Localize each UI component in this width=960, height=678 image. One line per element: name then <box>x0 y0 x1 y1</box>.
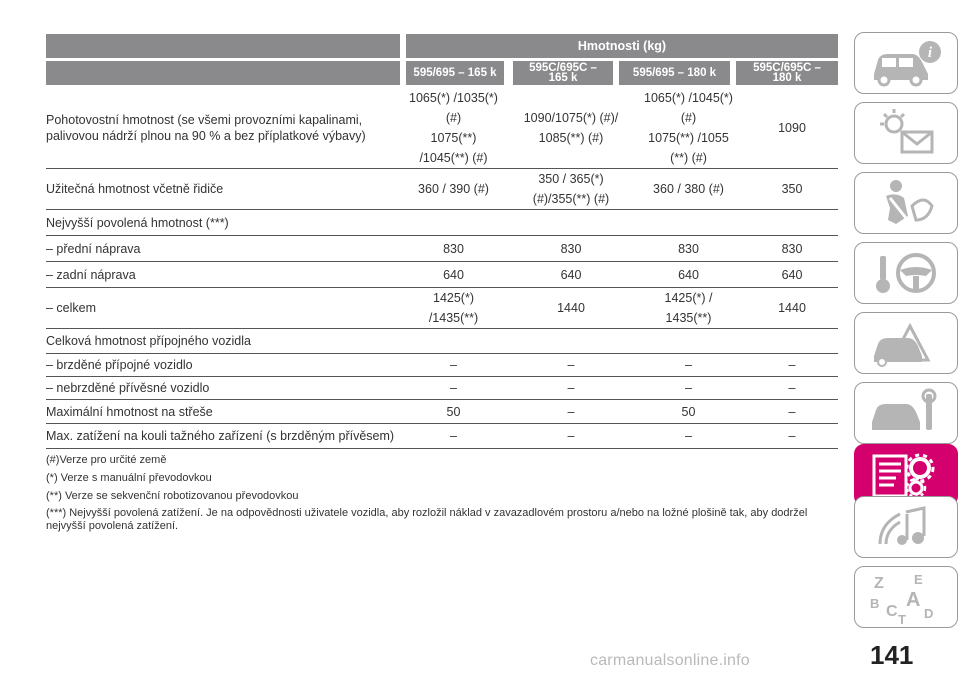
cell-value: 1090 <box>778 121 806 135</box>
cell-value: 1425(*) / 1435(**) <box>664 291 713 325</box>
footnote-max-loads: (***) Nejvyšší povolená zatížení. Je na odpovědnosti uživatele vozidla, aby rozložil náklad v zavazadlovém prostoru a/nebo na ložné plošině tak, aby dodržel nejvyšší povolená zatížení. <box>46 507 808 532</box>
cell-value: – <box>450 381 457 395</box>
row-label: – brzděné přípojné vozidlo <box>46 358 193 372</box>
alphabetical-index-icon <box>866 570 946 624</box>
tab-maintenance[interactable] <box>854 382 958 444</box>
cell-value: 50 <box>446 404 461 419</box>
row-label: Maximální hmotnost na střeše <box>46 404 213 419</box>
page-number: 141 <box>870 640 914 670</box>
cell-value: 350 <box>781 182 803 196</box>
cell-value: 350 / 365(*) (#)/355(**) (#) <box>532 172 610 206</box>
column-header-3: 595/695 – 180 k <box>619 61 730 85</box>
key-steering-wheel-icon <box>866 246 946 300</box>
cell-value: 830 <box>560 241 582 256</box>
cell-value: 640 <box>443 267 464 282</box>
table-row <box>46 329 838 354</box>
cell-value: 1425(*) /1435(**) <box>428 291 479 325</box>
cell-value: – <box>450 358 457 372</box>
cell-value: – <box>567 381 575 395</box>
cell-value: 640 <box>560 267 582 282</box>
cell-value: – <box>685 358 692 372</box>
cell-value: 640 <box>781 267 803 282</box>
header-blank-cell-lower <box>46 61 400 85</box>
row-label: – celkem <box>46 301 97 315</box>
footnote-country: (#)Verze pro určité země <box>46 454 167 466</box>
tab-emergency[interactable] <box>854 312 958 374</box>
multimedia-music-icon <box>866 500 946 554</box>
index-letter: B <box>870 596 880 611</box>
car-info-icon <box>866 36 946 90</box>
column-header-4: 595C/695C – 180 k <box>736 61 838 85</box>
table-row <box>46 210 838 236</box>
column-header-1: 595/695 – 165 k <box>406 61 504 85</box>
cell-value: 830 <box>678 241 699 256</box>
column-header-2: 595C/695C – 165 k <box>513 61 613 85</box>
table-row <box>46 288 838 329</box>
cell-value: 1065(*) /1045(*) (#) 1075(**) /1055 (**) (#) <box>644 91 733 165</box>
cell-value: 50 <box>681 404 696 419</box>
table-row <box>46 88 838 169</box>
technical-specs-gears-icon <box>866 448 946 502</box>
row-label: – nebrzděné přívěsné vozidlo <box>46 381 210 395</box>
watermark: carmanualsonline.info <box>590 652 750 669</box>
cell-value: 640 <box>678 267 699 282</box>
index-letter: E <box>914 572 923 587</box>
row-label: Nejvyšší povolená hmotnost (***) <box>46 215 229 230</box>
cell-value: 830 <box>443 241 464 256</box>
cell-value: – <box>450 429 457 443</box>
tab-multimedia[interactable] <box>854 496 958 558</box>
svg-text:i: i <box>927 45 933 61</box>
table-title: Hmotnosti (kg) <box>406 34 838 58</box>
footnote-manual: (*) Verze s manuální převodovkou <box>46 472 212 484</box>
table-row <box>46 377 838 400</box>
cell-value: 1090/1075(*) (#)/ 1085(**) (#) <box>523 111 619 145</box>
cell-value: 1440 <box>778 301 806 315</box>
row-label: Pohotovostní hmotnost (se všemi provozními kapalinami, palivovou nádrží plnou na 90 % a bez příplatkové výbavy) <box>46 113 366 143</box>
row-label: Užitečná hmotnost včetně řidiče <box>46 182 224 196</box>
table-row <box>46 169 838 210</box>
cell-value: – <box>685 381 692 395</box>
table-row <box>46 400 838 424</box>
cell-value: – <box>567 429 575 443</box>
table-row <box>46 424 838 449</box>
index-letter: Z <box>874 575 884 592</box>
table-row <box>46 236 838 262</box>
car-breakdown-icon <box>866 316 946 370</box>
cell-value: 360 / 390 (#) <box>418 182 489 196</box>
cell-value: – <box>567 404 575 419</box>
cell-value: – <box>788 404 796 419</box>
cell-value: – <box>788 381 796 395</box>
row-label: – zadní náprava <box>46 267 136 282</box>
tab-safety[interactable] <box>854 172 958 234</box>
cell-value: – <box>685 429 692 443</box>
cell-value: – <box>788 429 796 443</box>
row-label: – přední náprava <box>46 241 141 256</box>
index-letter: D <box>924 606 934 621</box>
cell-value: 360 / 380 (#) <box>653 182 724 196</box>
cell-value: 1065(*) /1035(*) (#) 1075(**) /1045(**) (#) <box>409 91 498 165</box>
tab-car-info[interactable] <box>854 32 958 94</box>
tab-starting-driving[interactable] <box>854 242 958 304</box>
table-row <box>46 262 838 288</box>
cell-value: 1440 <box>557 301 585 315</box>
index-letter: C <box>886 603 898 620</box>
cell-value: 830 <box>781 241 803 256</box>
cell-value: – <box>788 358 796 372</box>
warning-lights-envelope-icon <box>866 106 946 160</box>
row-label: Max. zatížení na kouli tažného zařízení (s brzděným přívěsem) <box>46 429 395 443</box>
index-letter: A <box>906 589 921 611</box>
table-row <box>46 354 838 377</box>
footnote-sequential: (**) Verze se sekvenční robotizovanou převodovkou <box>46 490 299 502</box>
index-letter: T <box>898 612 906 624</box>
car-service-tools-icon <box>866 386 946 440</box>
seatbelt-airbag-icon <box>866 176 946 230</box>
header-blank-cell <box>46 34 400 58</box>
tab-index[interactable] <box>854 566 958 628</box>
tab-warning-lights[interactable] <box>854 102 958 164</box>
row-label: Celková hmotnost přípojného vozidla <box>46 334 251 348</box>
cell-value: – <box>567 358 575 372</box>
